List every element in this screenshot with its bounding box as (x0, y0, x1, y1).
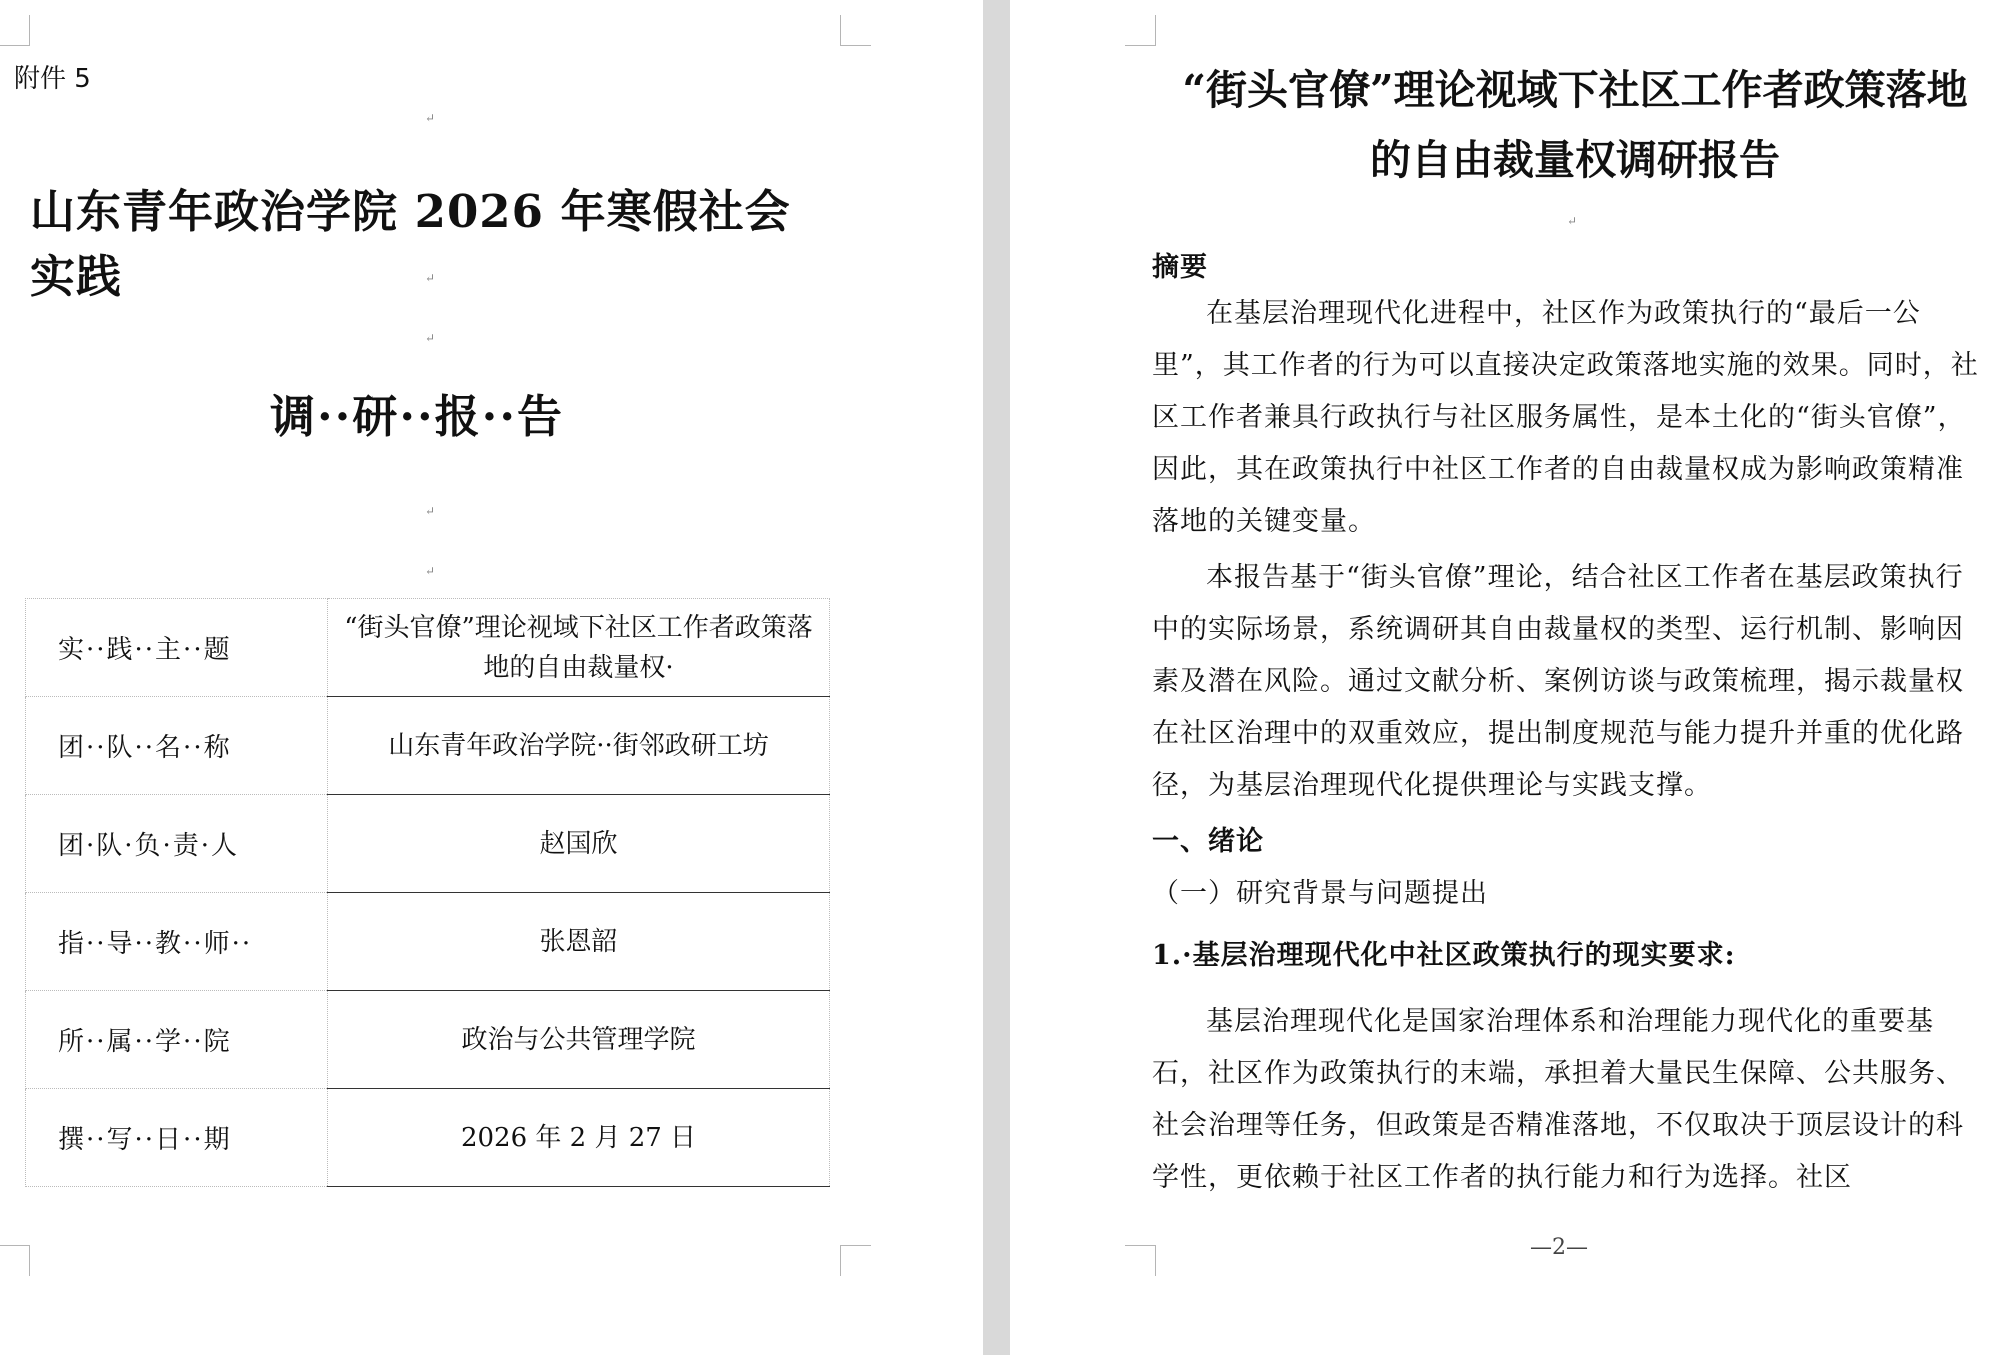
row-value: 赵国欣 (328, 795, 830, 893)
item-heading: 1.·基层治理现代化中社区政策执行的现实要求: (1152, 940, 1736, 971)
cover-page (0, 0, 983, 1355)
paragraph-mark: ↵ (1567, 214, 1578, 228)
row-label: 撰··写··日··期 (26, 1089, 328, 1187)
table-row (26, 795, 830, 893)
abstract-heading: 摘要 (1152, 252, 1208, 283)
abstract-paragraph: 本报告基于“街头官僚”理论，结合社区工作者在基层政策执行中的实际场景，系统调研其自由裁量权的类型、运行机制、影响因素及潜在风险。通过文献分析、案例访谈与政策梳理，揭示裁量权在社区治理中的双重效应，提出制度规范与能力提升并重的优化路径，为基层治理现代化提供理论与实践支撑。 (1152, 562, 1964, 801)
row-label: 所··属··学··院 (26, 991, 328, 1089)
row-value: 2026 年 2 月 27 日 (328, 1089, 830, 1187)
report-title-line: “街头官僚”理论视域下社区工作者政策落地 (1182, 66, 1968, 114)
crop-mark (840, 15, 871, 46)
abstract-paragraph: 在基层治理现代化进程中，社区作为政策执行的“最后一公里”，其工作者的行为可以直接决定政策落地实施的效果。同时，社区工作者兼具行政执行与社区服务属性，是本土化的“街头官僚”，因此，其在政策执行中社区工作者的自由裁量权成为影响政策精准落地的关键变量。 (1152, 298, 1979, 537)
row-label: 指··导··教··师·· (26, 893, 328, 991)
row-label: 团··队··名··称 (26, 697, 328, 795)
row-value: 山东青年政治学院··街邻政研工坊 (328, 697, 830, 795)
page-number: —2— (1530, 1235, 1588, 1260)
table-row (26, 599, 830, 697)
paragraph-mark: ↵ (425, 564, 436, 578)
body-paragraph: 基层治理现代化是国家治理体系和治理能力现代化的重要基石，社区作为政策执行的末端，承担着大量民生保障、公共服务、社会治理等任务，但政策是否精准落地，不仅取决于顶层设计的科学性，更依赖于社区工作者的执行能力和行为选择。社区 (1152, 1006, 1964, 1193)
attachment-label: 附件 5 (14, 64, 91, 94)
paragraph-mark: ↵ (425, 111, 436, 125)
cover-title: 山东青年政治学院 2026 年寒假社会实践 (30, 185, 791, 303)
row-value: “街头官僚”理论视域下社区工作者政策落地的自由裁量权· (328, 599, 830, 697)
table-row (26, 697, 830, 795)
crop-mark (1125, 15, 1156, 46)
crop-mark (1125, 1245, 1156, 1276)
crop-mark (0, 15, 30, 46)
page-gutter (983, 0, 1010, 1355)
report-page (1010, 0, 1990, 1355)
row-label: 实··践··主··题 (26, 599, 328, 697)
section-heading: 一、绪论 (1152, 826, 1264, 857)
report-title (1135, 55, 1990, 195)
table-row (26, 991, 830, 1089)
row-label: 团·队·负·责·人 (26, 795, 328, 893)
crop-mark (0, 1245, 30, 1276)
paragraph-mark: ↵ (425, 504, 436, 518)
table-row (26, 893, 830, 991)
row-value: 张恩韶 (328, 893, 830, 991)
paragraph-mark: ↵ (425, 271, 436, 285)
table-row (26, 1089, 830, 1187)
row-value: 政治与公共管理学院 (328, 991, 830, 1089)
report-title-line: 的自由裁量权调研报告 (1370, 136, 1780, 184)
crop-mark (840, 1245, 871, 1276)
paragraph-mark: ↵ (425, 331, 436, 345)
info-table (25, 598, 830, 1187)
subsection-heading: （一）研究背景与问题提出 (1152, 878, 1488, 909)
cover-subtitle: 调··研··报··告 (270, 390, 564, 443)
